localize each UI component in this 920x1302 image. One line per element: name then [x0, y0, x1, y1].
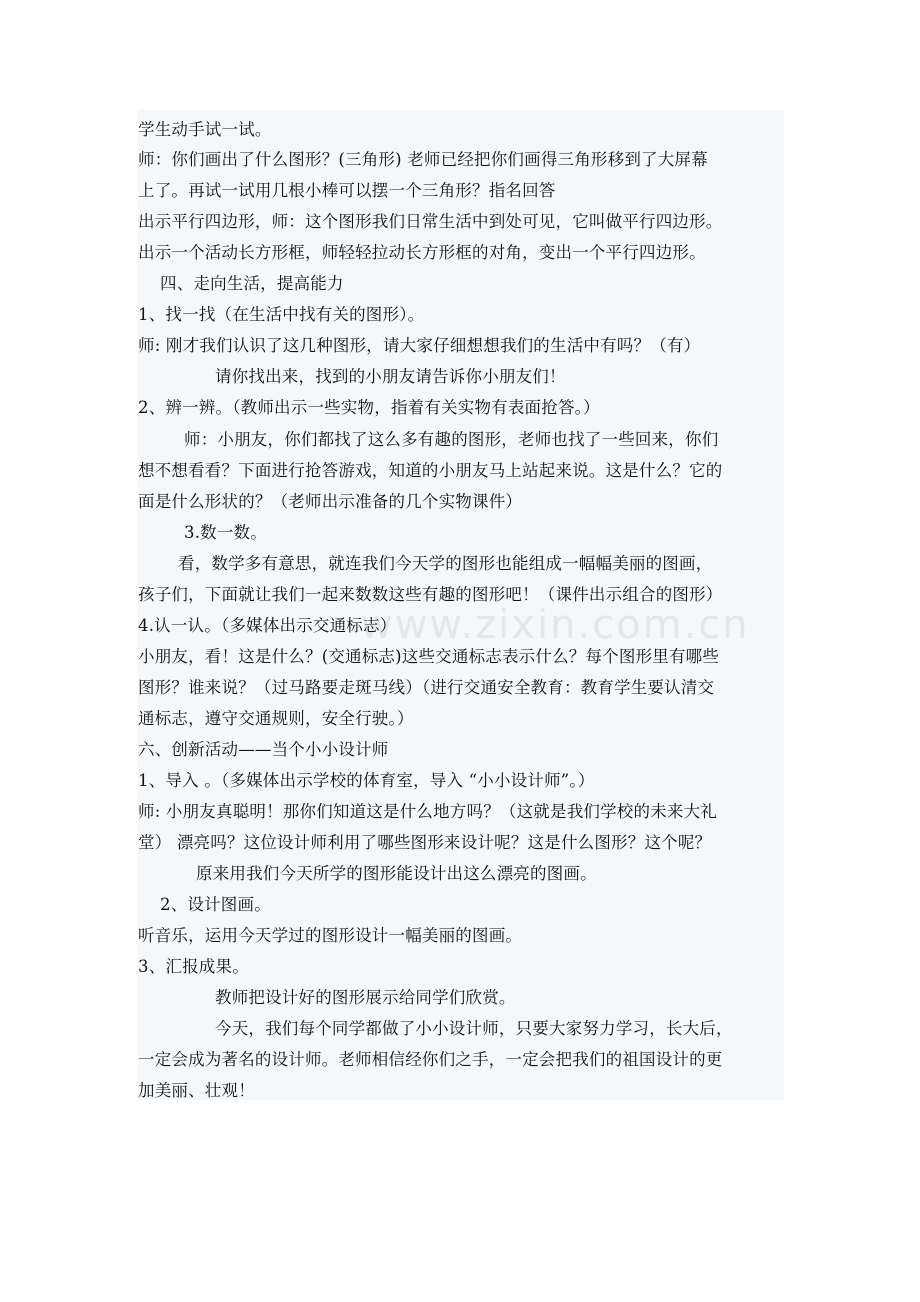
text-line: 图形？谁来说？（过马路要走斑马线）（进行交通安全教育：教育学生要认清交 — [138, 678, 715, 697]
text-line: 师: 小朋友真聪明！那你们知道这是什么地方吗？（这就是我们学校的未来大礼 — [138, 802, 718, 821]
text-line: 想不想看看？下面进行抢答游戏，知道的小朋友马上站起来说。这是什么？它的 — [138, 461, 723, 480]
section-heading: 四、走向生活，提高能力 — [160, 274, 344, 293]
text-line: 上了。再试一试用几根小棒可以摆一个三角形？指名回答 — [138, 181, 556, 200]
text-line: 请你找出来，找到的小朋友请告诉你小朋友们！ — [215, 367, 566, 386]
text-line: 通标志，遵守交通规则，安全行驶。） — [138, 709, 414, 728]
text-line: 3、汇报成果。 — [138, 957, 249, 976]
text-line: 4.认一认。（多媒体出示交通标志） — [138, 616, 397, 635]
text-line: 加美丽、壮观！ — [138, 1081, 255, 1100]
text-line: 师: 刚才我们认识了这几种图形，请大家仔细想想我们的生活中有吗？（有） — [138, 336, 701, 355]
text-line: 小朋友，看！这是什么？(交通标志)这些交通标志表示什么？每个图形里有哪些 — [138, 647, 720, 666]
text-line: 堂） 漂亮吗？这位设计师利用了哪些图形来设计呢？这是什么图形？这个呢？ — [138, 833, 712, 852]
text-line: 2、设计图画。 — [160, 895, 271, 914]
text-line: 一定会成为著名的设计师。老师相信经你们之手，一定会把我们的祖国设计的更 — [138, 1050, 723, 1069]
text-line: 3.数一数。 — [184, 523, 267, 542]
text-line: 孩子们，下面就让我们一起来数数这些有趣的图形吧！（课件出示组合的图形） — [138, 585, 723, 604]
section-heading: 六、创新活动——当个小小设计师 — [138, 740, 389, 759]
text-line: 师：小朋友，你们都找了这么多有趣的图形，老师也找了一些回来，你们 — [184, 430, 719, 449]
text-line: 出示平行四边形，师：这个图形我们日常生活中到处可见，它叫做平行四边形。 — [138, 212, 723, 231]
text-line: 2、辨一辨。（教师出示一些实物，指着有关实物有表面抢答。） — [138, 398, 600, 417]
text-line: 面是什么形状的？（老师出示准备的几个实物课件） — [138, 492, 523, 511]
text-line: 1、找一找（在生活中找有关的图形）。 — [138, 305, 425, 324]
watermark: www.zixin.com.cn — [360, 602, 750, 648]
text-line: 出示一个活动长方形框，师轻轻拉动长方形框的对角，变出一个平行四边形。 — [138, 243, 706, 262]
text-line: 听音乐，运用今天学过的图形设计一幅美丽的图画。 — [138, 926, 523, 945]
text-line: 学生动手试一试。 — [138, 120, 272, 139]
text-line: 今天，我们每个同学都做了小小设计师，只要大家努力学习，长大后， — [215, 1019, 733, 1038]
text-line: 原来用我们今天所学的图形能设计出这么漂亮的图画。 — [196, 864, 597, 883]
text-line: 师：你们画出了什么图形？(三角形) 老师已经把你们画得三角形移到了大屏幕 — [138, 150, 708, 169]
text-line: 教师把设计好的图形展示给同学们欣赏。 — [215, 988, 516, 1007]
text-line: 1、导入 。（多媒体出示学校的体育室，导入 “小小设计师”。） — [138, 771, 595, 790]
text-line: 看，数学多有意思，就连我们今天学的图形也能组成一幅幅美丽的图画， — [178, 554, 713, 573]
